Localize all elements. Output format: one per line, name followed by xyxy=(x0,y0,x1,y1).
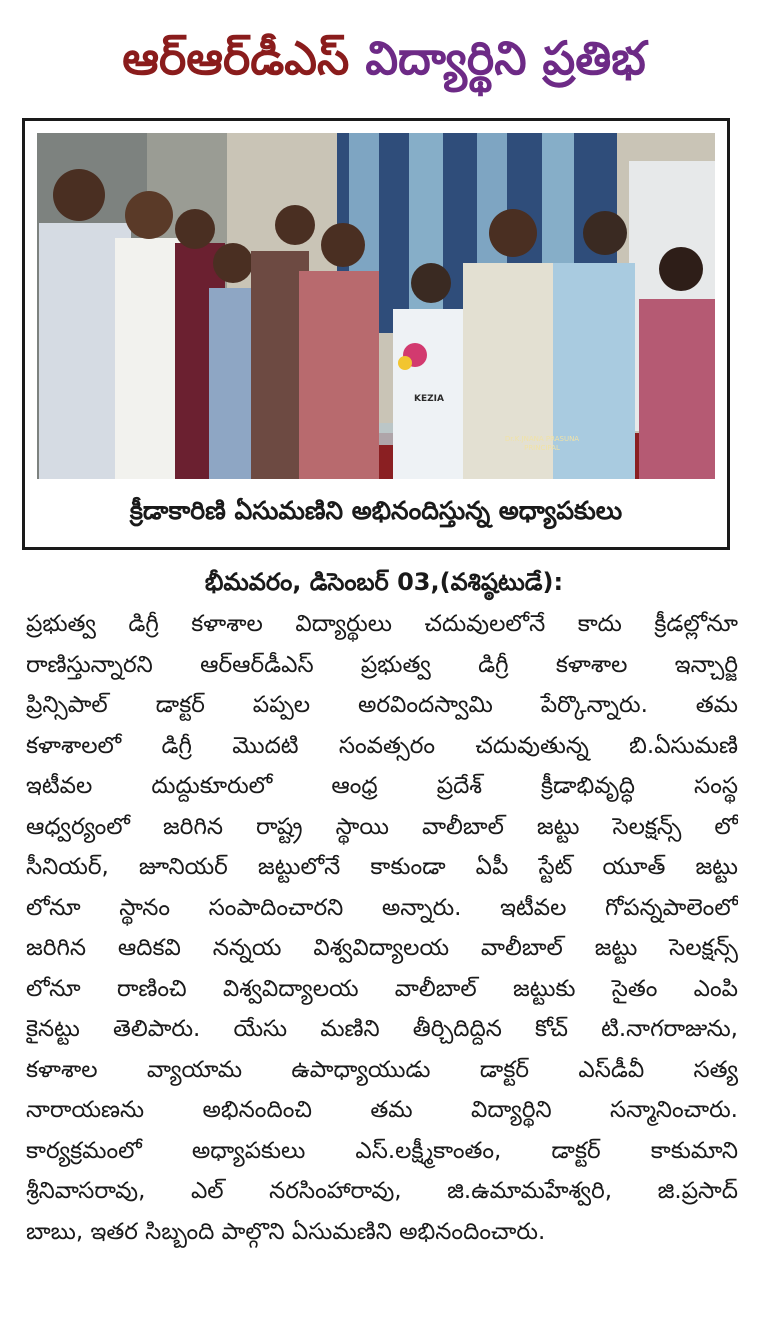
article-line: కార్యక్రమంలో అధ్యాపకులు ఎస్.లక్ష్మీకాంతం, డాక్టర్ కాకుమాని xyxy=(26,1137,738,1164)
news-photo xyxy=(37,133,715,479)
jersey-text: KEZIA xyxy=(414,394,444,404)
article-line: సీనియర్, జూనియర్ జట్టులోనే కాకుండా ఏపీ స్టేట్ యూత్ జట్టు xyxy=(26,854,738,880)
nameplate-line-1: Dr.K.JNANA PRASUNA xyxy=(504,435,580,443)
article-line: కళాశాల వ్యాయామ ఉపాధ్యాయుడు డాక్టర్ ఎస్‌డీవీ సత్య xyxy=(26,1056,738,1083)
article-line: శ్రీనివాసరావు, ఎల్ నరసింహారావు, జి.ఉమామహేశ్వరి, జి.ప్రసాద్ xyxy=(26,1178,738,1204)
article-line: జరిగిన ఆదికవి నన్నయ విశ్వవిద్యాలయ వాలీబాల్ జట్టు సెలక్షన్స్ xyxy=(26,935,738,961)
article-body xyxy=(26,604,738,1252)
article-line: ప్రిన్సిపాల్ డాక్టర్ పప్పల అరవిందస్వామి పేర్కొన్నారు. తమ xyxy=(26,692,738,718)
article-line: కైనట్టు తెలిపారు. యేసు మణిని తీర్చిదిద్దిన కోచ్ టి.నాగరాజును, xyxy=(26,1016,738,1042)
dateline: భీమవరం, డిసెంబర్ 03,(వశిష్ఠటుడే): xyxy=(204,568,564,596)
article-line: కళాశాలలో డిగ్రీ మొదటి సంవత్సరం చదువుతున్న బి.ఏసుమణి xyxy=(26,732,738,759)
article-line: ఆధ్వర్యంలో జరిగిన రాష్ట్ర స్థాయి వాలీబాల్ జట్టు సెలక్షన్స్ లో xyxy=(26,813,738,840)
headline-part-2: విద్యార్థిని ప్రతిభ xyxy=(365,31,646,85)
photo-frame xyxy=(22,118,730,550)
article-line: లోనూ రాణించి విశ్వవిద్యాలయ వాలీబాల్ జట్టుకు సైతం ఎంపి xyxy=(26,975,738,1002)
article-line: రాణిస్తున్నారని ఆర్‌ఆర్‌డీఎస్ ప్రభుత్వ డిగ్రీ కళాశాల ఇన్చార్జి xyxy=(26,651,738,678)
nameplate-line-2: PRINCIPAL xyxy=(524,444,560,452)
article-line: నారాయణను అభినందించి తమ విద్యార్థిని సన్మానించారు. xyxy=(26,1097,738,1123)
photo-caption: క్రీడాకారిణి ఏసుమణిని అభినందిస్తున్న అధ్యాపకులు xyxy=(129,496,623,525)
article-line: బాబు, ఇతర సిబ్బంది పాల్గొని ఏసుమణిని అభినందించారు. xyxy=(26,1218,546,1245)
headline-part-1: ఆర్‌ఆర్‌డీఎస్ xyxy=(122,31,350,85)
article-line: ఇటీవల దుద్దుకూరులో ఆంధ్ర ప్రదేశ్ క్రీడాభివృద్ధి సంస్థ xyxy=(26,773,738,799)
article-line: ప్రభుత్వ డిగ్రీ కళాశాల విద్యార్థులు చదువులలోనే కాదు క్రీడల్లోనూ xyxy=(26,611,738,637)
headline xyxy=(0,22,768,94)
article-line: లోనూ స్థానం సంపాదించారని అన్నారు. ఇటీవల గోపన్నపాలెంలో xyxy=(26,894,738,921)
